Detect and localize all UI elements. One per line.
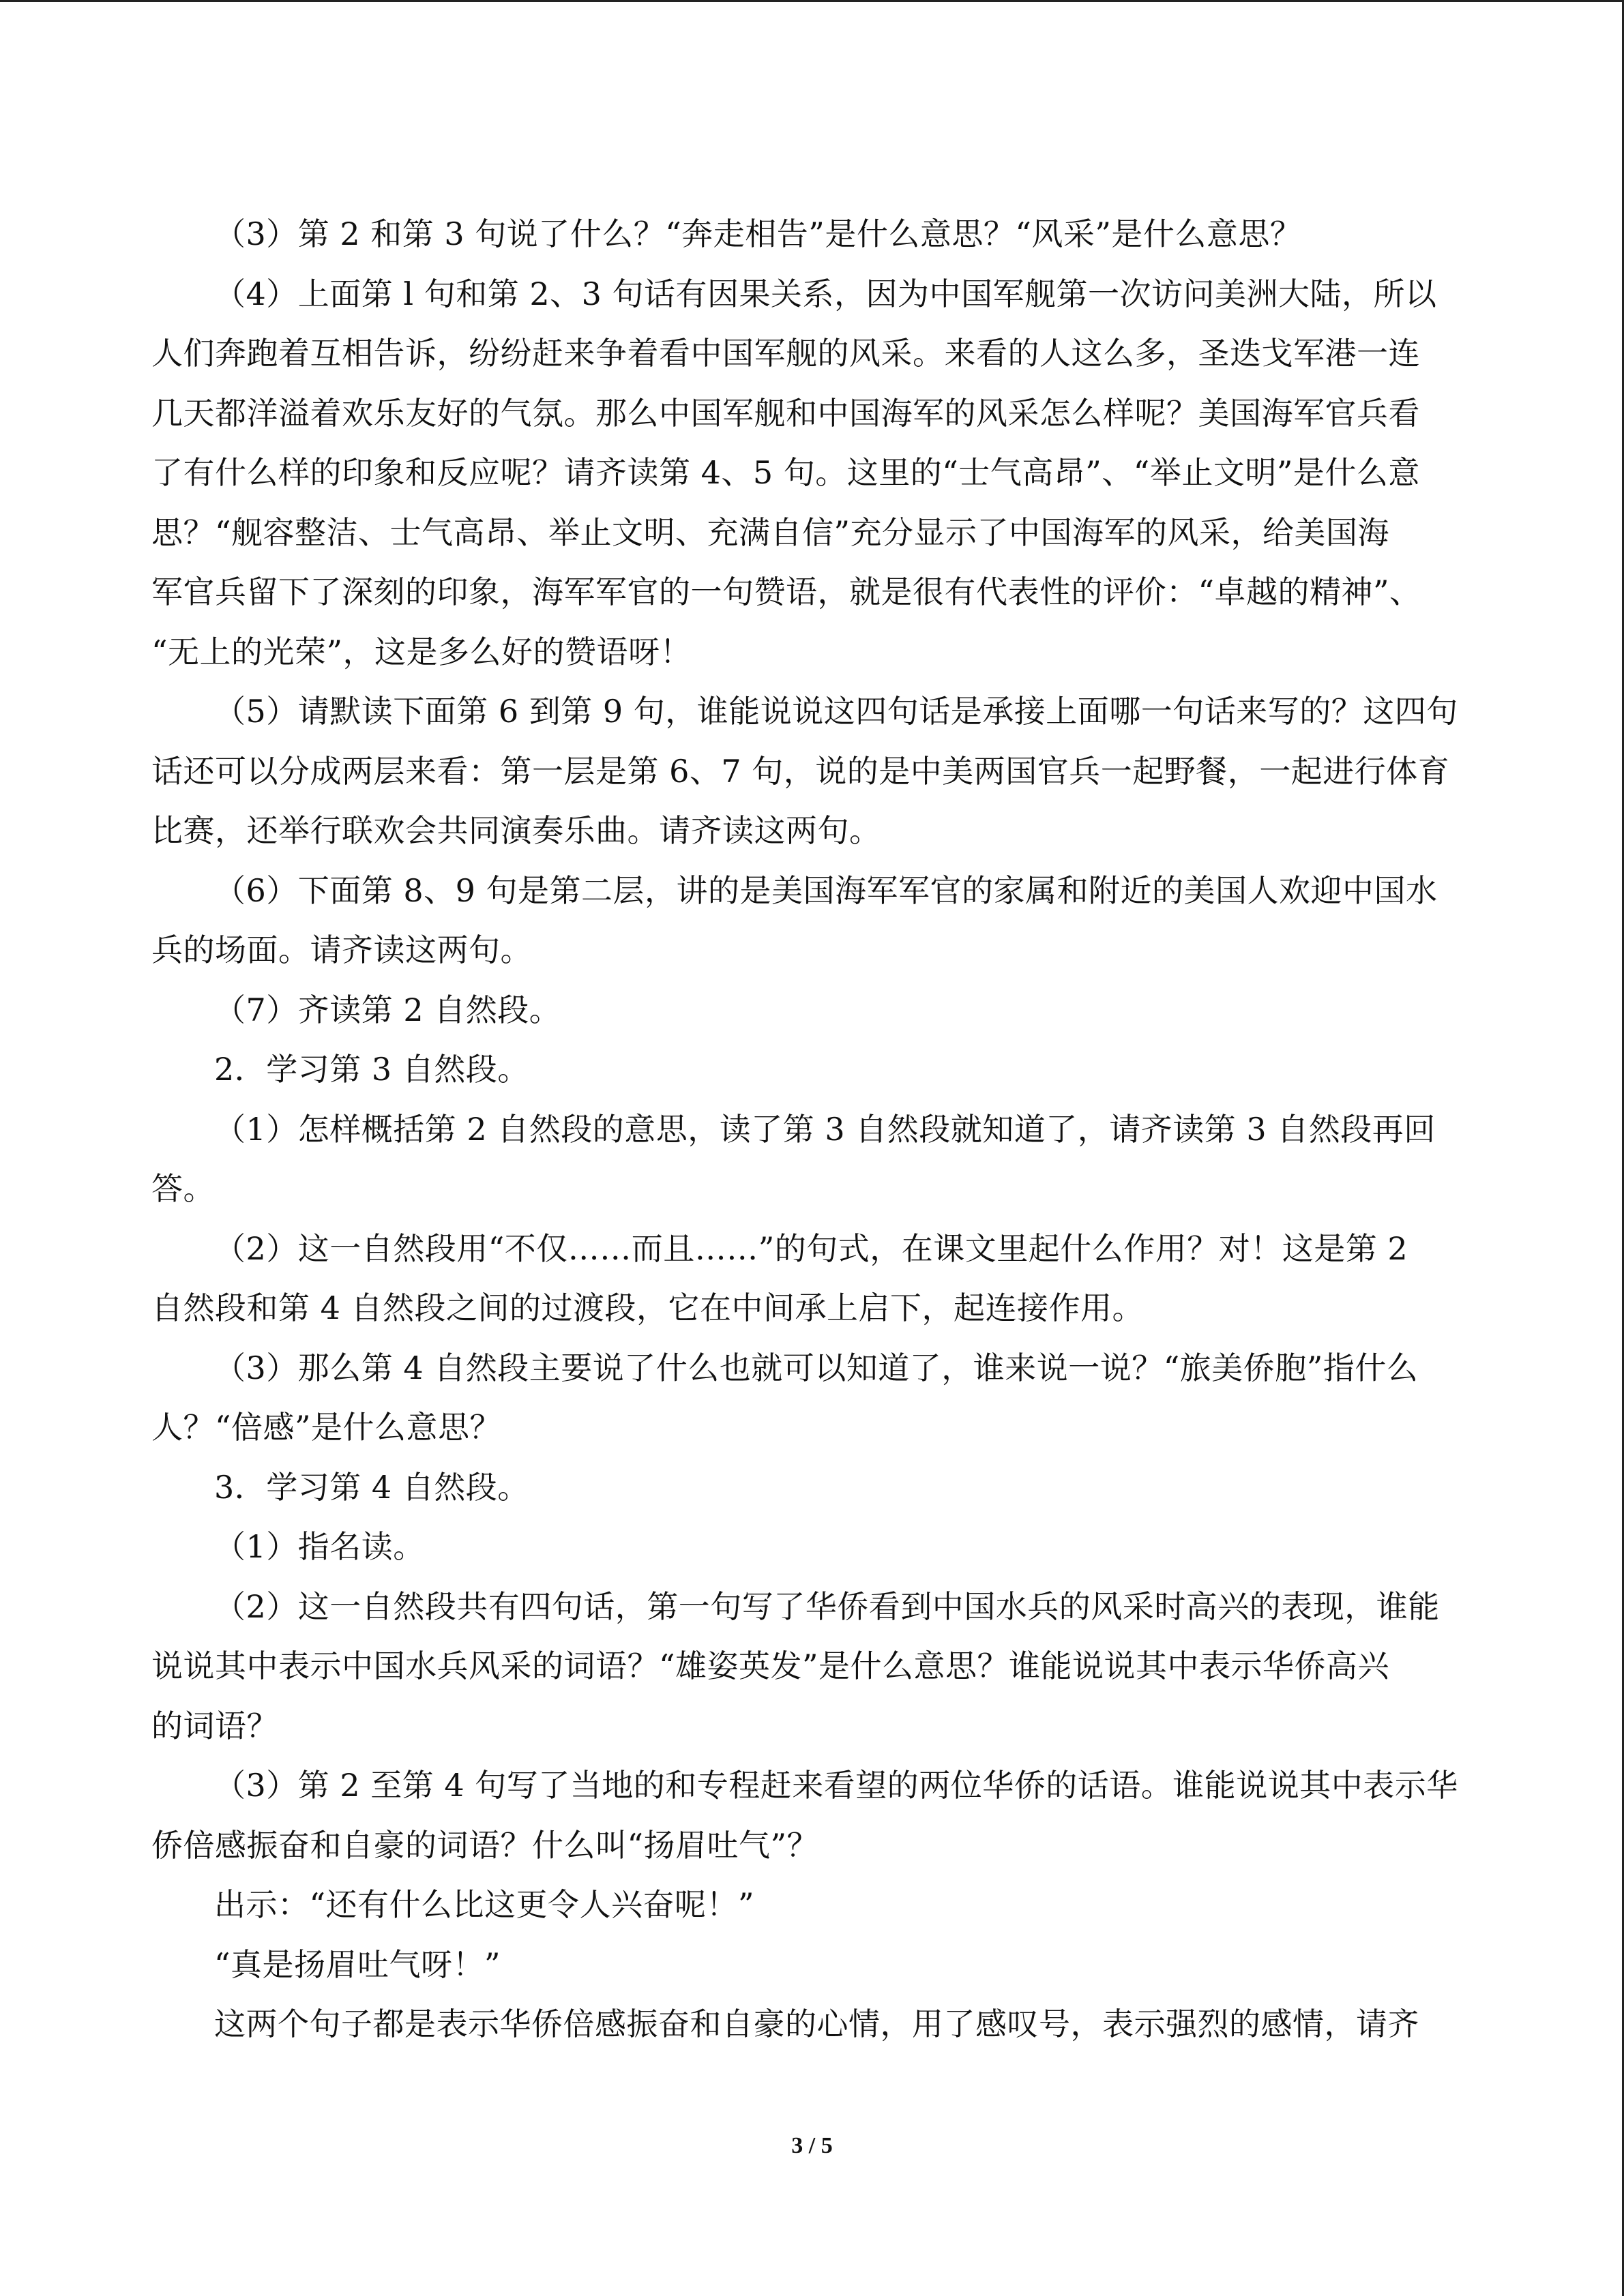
text-line: 答。 bbox=[151, 1170, 215, 1207]
text-line: 出示：“还有什么比这更令人兴奋呢！” bbox=[214, 1886, 755, 1923]
text-line: （3）那么第 4 自然段主要说了什么也就可以知道了，谁来说一说？“旅美侨胞”指什么 bbox=[214, 1349, 1419, 1386]
text-line: （1）怎样概括第 2 自然段的意思，读了第 3 自然段就知道了，请齐读第 3 自然段再回 bbox=[214, 1110, 1436, 1148]
section-heading: 2．学习第 3 自然段。 bbox=[214, 1051, 529, 1088]
text-line: （7）齐读第 2 自然段。 bbox=[214, 991, 561, 1028]
text-line: 说说其中表示中国水兵风采的词语？“雄姿英发”是什么意思？谁能说说其中表示华侨高兴 bbox=[151, 1648, 1390, 1684]
text-line: （6）下面第 8、9 句是第二层，讲的是美国海军军官的家属和附近的美国人欢迎中国水 bbox=[214, 871, 1438, 909]
text-line: 这两个句子都是表示华侨倍感振奋和自豪的心情，用了感叹号，表示强烈的感情，请齐 bbox=[214, 2006, 1419, 2042]
text-line: 比赛，还举行联欢会共同演奏乐曲。请齐读这两句。 bbox=[151, 812, 881, 849]
text-line: “真是扬眉吐气呀！” bbox=[214, 1945, 501, 1983]
text-line: 侨倍感振奋和自豪的词语？什么叫“扬眉吐气”？ bbox=[151, 1826, 819, 1864]
text-line: 几天都洋溢着欢乐友好的气氛。那么中国军舰和中国海军的风采怎么样呢？美国海军官兵看 bbox=[151, 394, 1420, 432]
text-line: 人们奔跑着互相告诉，纷纷赶来争着看中国军舰的风采。来看的人这么多，圣迭戈军港一连 bbox=[151, 335, 1420, 372]
text-line: （2）这一自然段共有四句话，第一句写了华侨看到中国水兵的风采时高兴的表现，谁能 bbox=[214, 1587, 1440, 1625]
text-line: 了有什么样的印象和反应呢？请齐读第 4、5 句。这里的“士气高昂”、“举止文明”是什么意 bbox=[151, 454, 1420, 491]
text-line: （3）第 2 和第 3 句说了什么？“奔走相告”是什么意思？“风采”是什么意思？ bbox=[214, 215, 1302, 252]
text-line: （5）请默读下面第 6 到第 9 句，谁能说说这四句话是承接上面哪一句话来写的？这四句 bbox=[214, 693, 1458, 730]
section-heading: 3．学习第 4 自然段。 bbox=[214, 1468, 529, 1506]
text-line: （3）第 2 至第 4 句写了当地的和专程赶来看望的两位华侨的话语。谁能说说其中表示华 bbox=[214, 1767, 1458, 1804]
text-line: 兵的场面。请齐读这两句。 bbox=[151, 931, 532, 968]
text-line: （1）指名读。 bbox=[214, 1528, 425, 1565]
text-line: “无上的光荣”，这是多么好的赞语呀！ bbox=[151, 633, 692, 670]
page-number: 3 / 5 bbox=[791, 2133, 833, 2158]
text-line: 人？“倍感”是什么意思？ bbox=[151, 1409, 502, 1446]
text-line: 军官兵留下了深刻的印象，海军军官的一句赞语，就是很有代表性的评价：“卓越的精神”、 bbox=[151, 573, 1421, 610]
text-line: 话还可以分成两层来看：第一层是第 6、7 句，说的是中美两国官兵一起野餐，一起进行体育 bbox=[151, 752, 1450, 790]
text-line: （4）上面第 l 句和第 2、3 句话有因果关系，因为中国军舰第一次访问美洲大陆，所以 bbox=[214, 275, 1437, 312]
text-line: （2）这一自然段用“不仅……而且……”的句式，在课文里起什么作用？对！这是第 2 bbox=[214, 1229, 1408, 1267]
text-line: 思？“舰容整洁、士气高昂、举止文明、充满自信”充分显示了中国海军的风采，给美国海 bbox=[151, 513, 1390, 551]
text-line: 自然段和第 4 自然段之间的过渡段，它在中间承上启下，起连接作用。 bbox=[151, 1289, 1145, 1326]
text-line: 的词语？ bbox=[151, 1707, 278, 1744]
document-body bbox=[151, 205, 1475, 2055]
